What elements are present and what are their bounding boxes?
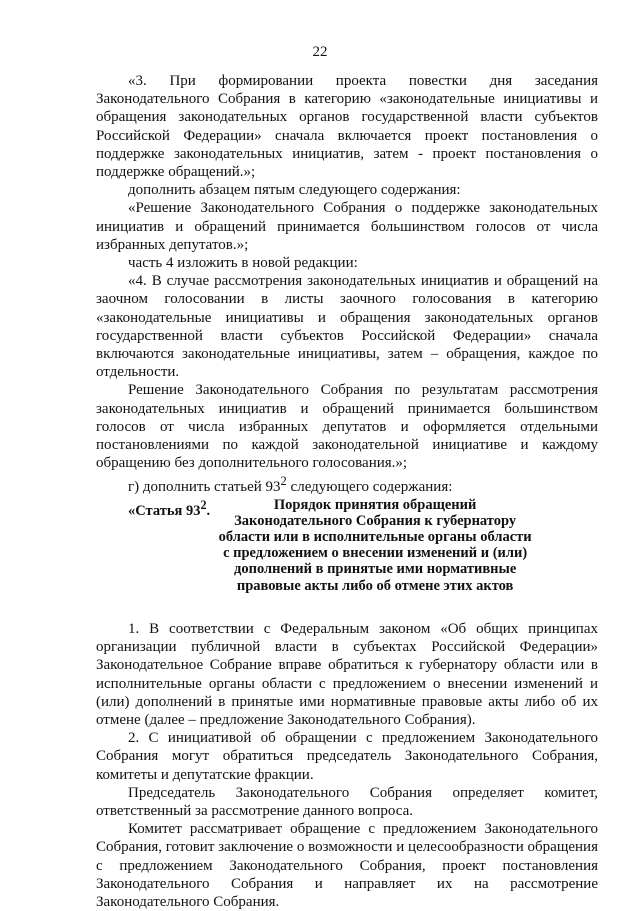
article-heading <box>96 497 598 594</box>
article-title: Порядок принятия обращений Законодательного Собрания к губернатору области или в исполнительные органы области с предложением о внесении изменений и (или) дополнений в принятые ими нормативные правовые акты либо об отмене этих актов <box>218 496 532 594</box>
paragraph: часть 4 изложить в новой редакции: <box>128 255 358 272</box>
paragraph: «Решение Законодательного Собрания о поддержке законодательных инициатив и обращений принимается большинством голосов от числа избранных депутатов.»; <box>96 200 598 253</box>
article-label-text: «Статья 93 <box>128 502 201 519</box>
paragraph: 1. В соответствии с Федеральным законом «Об общих принципах организации публичной власти в субъектах Российской Федерации» Законодательное Собрание вправе обратиться к губернатору области или в исполнительные органы области с предложением о внесении изменений и (или) дополнений в принятые ими нормативные правовые акты либо об их отмене (далее – предложение Законодательного Собрания). <box>96 620 598 728</box>
paragraph: Решение Законодательного Собрания по результатам рассмотрения законодательных инициатив и обращений принимается большинством голосов от числа избранных депутатов и оформляется отдельными постановлениями по каждой законодательной инициативе и каждому обращению без дополнительного голосования.»; <box>96 382 598 472</box>
paragraph: Комитет рассматривает обращение с предложением Законодательного Собрания, готовит заключение о возможности и целесообразности обращения с предложением Законодательного Собрания, проект постановления Законодательного Собрания и направляет их на рассмотрение Законодательного Собрания. <box>96 821 598 910</box>
document-body <box>96 72 598 911</box>
addition-text-end: следующего содержания: <box>286 479 453 496</box>
paragraph: Председатель Законодательного Собрания определяет комитет, ответственный за рассмотрение данного вопроса. <box>96 784 598 819</box>
superscript: 2 <box>280 474 287 489</box>
paragraph: дополнить абзацем пятым следующего содержания: <box>128 182 461 199</box>
article-label-superscript: 2 <box>200 497 207 512</box>
paragraph: «3. При формировании проекта повестки дня заседания Законодательного Собрания в категорию «законодательные инициативы и обращения законодательных органов государственной власти субъектов Российской Федерации» сначала включается проект постановления о поддержке законодательных инициатив, затем - проект постановления о поддержке обращений.»; <box>96 73 598 181</box>
paragraph: 2. С инициативой об обращении с предложением Законодательного Собрания могут обратиться председатель Законодательного Собрания, комитеты и депутатские фракции. <box>96 730 598 783</box>
article-label-dot: . <box>206 502 211 519</box>
addition-line <box>96 472 598 496</box>
page-number: 22 <box>312 44 328 60</box>
addition-text: г) дополнить статьей 93 <box>128 479 281 496</box>
spacer <box>96 594 598 620</box>
paragraph: «4. В случае рассмотрения законодательных инициатив и обращений на заочном голосовании в листы заочного голосования в категорию «законодательные инициативы и обращения законодательных органов государственной власти субъектов Российской Федерации» сначала включаются законодательные инициативы, затем – обращения, каждое по отдельности. <box>96 273 598 381</box>
article-label <box>96 497 210 594</box>
